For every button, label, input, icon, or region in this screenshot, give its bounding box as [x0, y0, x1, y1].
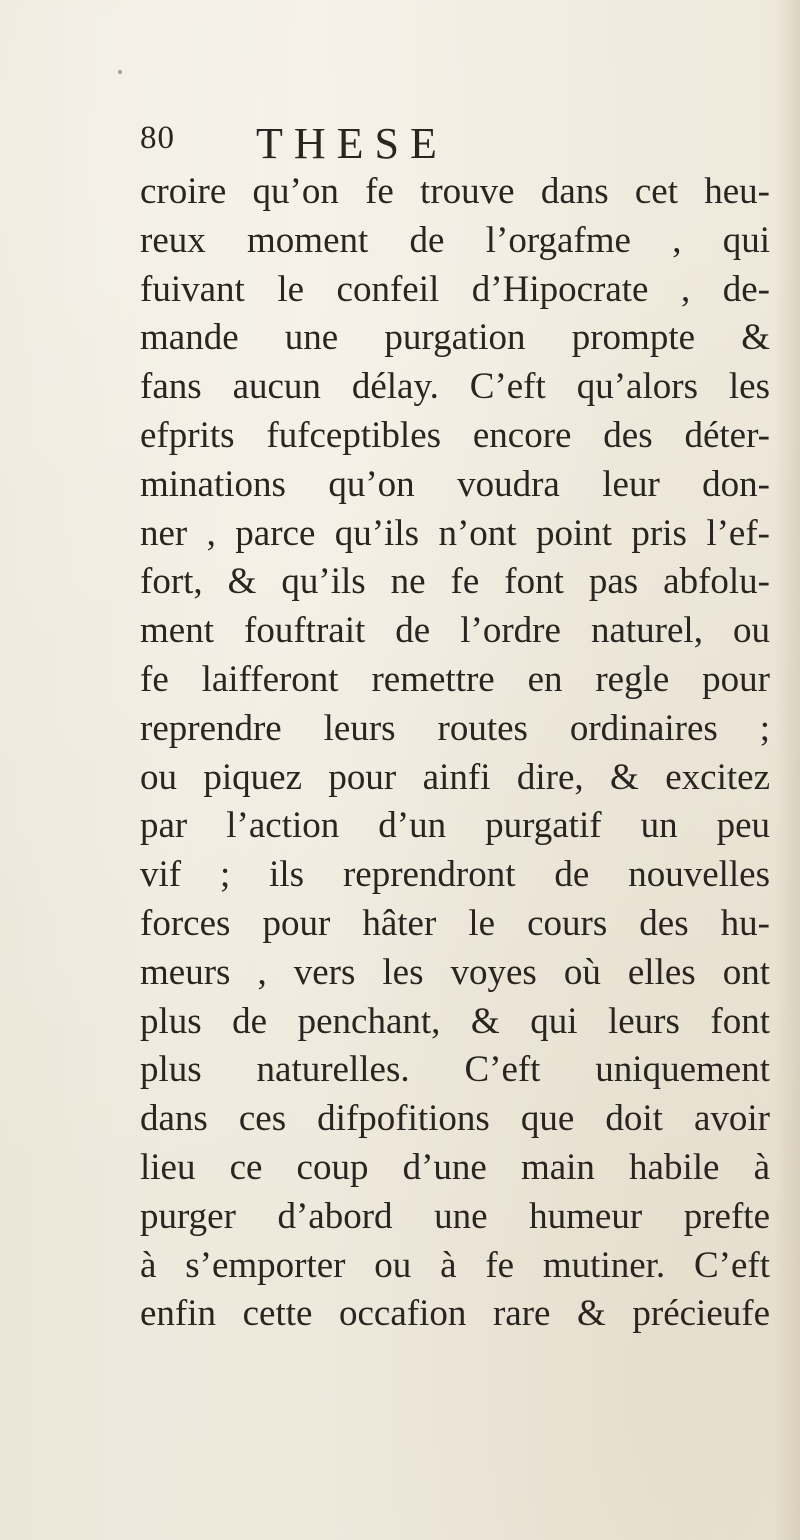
- text-line: enfin cette occafion rare & précieufe: [140, 1293, 770, 1335]
- text-line: par l’action d’un purgatif un peu: [140, 805, 770, 847]
- body-text: [140, 168, 770, 1339]
- text-line: fe laifferont remettre en regle pour: [140, 658, 770, 700]
- text-line: minations qu’on voudra leur don-: [140, 463, 770, 505]
- text-line: fuivant le confeil d’Hipocrate , de-: [140, 268, 770, 310]
- text-line: purger d’abord une humeur prefte: [140, 1195, 770, 1237]
- text-line: forces pour hâter le cours des hu-: [140, 902, 770, 944]
- text-line: reprendre leurs routes ordinaires ;: [140, 707, 770, 749]
- text-line: plus naturelles. C’eft uniquement: [140, 1049, 770, 1091]
- page-header: [140, 118, 740, 168]
- text-line: mande une purgation prompte &: [140, 317, 770, 359]
- text-line: croire qu’on fe trouve dans cet heu-: [140, 171, 770, 212]
- text-line: ner , parce qu’ils n’ont point pris l’ef-: [140, 512, 770, 554]
- text-line: à s’emporter ou à fe mutiner. C’eft: [140, 1244, 770, 1286]
- running-title: THESE: [256, 119, 448, 168]
- text-line: meurs , vers les voyes où elles ont: [140, 951, 770, 993]
- page-number: 80: [140, 120, 175, 156]
- text-line: fans aucun délay. C’eft qu’alors les: [140, 366, 770, 408]
- text-line: plus de penchant, & qui leurs font: [140, 1000, 770, 1042]
- text-line: fort, & qu’ils ne fe font pas abfolu-: [140, 561, 770, 603]
- text-line: lieu ce coup d’une main habile à: [140, 1146, 770, 1188]
- page-edge-shadow: [774, 0, 800, 1540]
- text-line: vif ; ils reprendront de nouvelles: [140, 854, 770, 896]
- text-line: reux moment de l’orgafme , qui: [140, 219, 770, 261]
- text-line: ment fouftrait de l’ordre naturel, ou: [140, 610, 770, 652]
- text-line: ou piquez pour ainfi dire, & excitez: [140, 756, 770, 798]
- text-line: dans ces difpofitions que doit avoir: [140, 1098, 770, 1140]
- text-line: efprits fufceptibles encore des déter-: [140, 414, 770, 456]
- ink-speck: [118, 70, 122, 74]
